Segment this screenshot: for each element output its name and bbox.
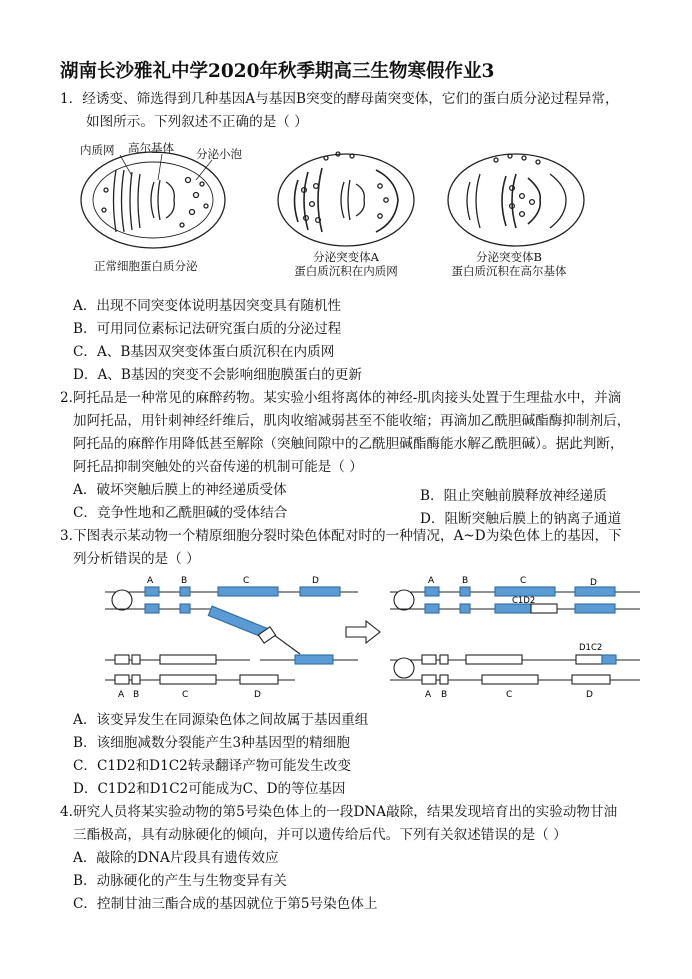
label-vesicle: 分泌小泡 bbox=[196, 147, 242, 161]
mutant-b-cell bbox=[448, 154, 584, 246]
r-gene-a-4 bbox=[422, 675, 436, 684]
r-gene-b-2 bbox=[460, 604, 470, 613]
q3-option-d: D．C1D2和D1C2可能成为C、D的等位基因 bbox=[73, 781, 346, 797]
r-label-gene-c-top: C bbox=[520, 576, 527, 586]
gene-d-box-3 bbox=[240, 675, 278, 684]
label-gene-c-bottom: C bbox=[182, 690, 189, 700]
q4-option-a: A．敲除的DNA片段具有遗传效应 bbox=[73, 850, 279, 866]
r-label-gene-d-bottom: D bbox=[586, 690, 593, 700]
gene-b-box-2 bbox=[180, 604, 190, 613]
page-title: 湖南长沙雅礼中学2020年秋季期高三生物寒假作业3 bbox=[60, 61, 495, 82]
caption-mutant-a-line1: 分泌突变体A bbox=[313, 250, 379, 264]
r-label-gene-a-top: A bbox=[428, 576, 435, 586]
caption-mutant-a bbox=[290, 251, 402, 279]
normal-cell bbox=[81, 152, 225, 248]
r-gene-a-3 bbox=[422, 655, 436, 664]
q2-option-a: A．破坏突触后膜上的神经递质受体 bbox=[73, 482, 287, 498]
caption-mutant-b bbox=[442, 251, 576, 279]
label-gene-b-top: B bbox=[181, 576, 188, 586]
gene-b-box-1 bbox=[180, 587, 190, 596]
q2-stem-line3: 阿托品的麻醉作用降低甚至解除（突触间隙中的乙酰胆碱酯酶能水解乙酰胆碱）。据此判断， bbox=[73, 436, 624, 452]
r-gene-c-3 bbox=[466, 655, 522, 664]
q1-stem-line2: 如图所示。下列叙述不正确的是（ ） bbox=[86, 114, 308, 130]
q2-stem-line2: 加阿托品，用针刺神经纤维后，肌肉收缩减弱甚至不能收缩；再滴加乙酰胆碱酯酶抑制剂后， bbox=[73, 413, 631, 429]
label-gene-a-bottom: A bbox=[118, 690, 125, 700]
label-gene-d-bottom: D bbox=[254, 690, 261, 700]
label-c1d2: C1D2 bbox=[512, 596, 536, 606]
caption-mutant-b-line1: 分泌突变体B bbox=[476, 250, 542, 264]
gene-d-box-2 bbox=[295, 655, 333, 664]
r-gene-d1c2-white bbox=[576, 655, 602, 664]
q3-figure bbox=[100, 572, 640, 707]
r-label-gene-b-bottom: B bbox=[441, 690, 448, 700]
q4-stem-line1: 4.研究人员将某实验动物的第5号染色体上的一段DNA敲除，结果发现培育出的实验动物甘油 bbox=[60, 804, 618, 820]
gene-a-box-2 bbox=[145, 604, 159, 613]
q3-option-a: A．该变异发生在同源染色体之间故属于基因重组 bbox=[73, 712, 369, 728]
q2-option-d: D．阻断突触后膜上的钠离子通道 bbox=[420, 511, 622, 527]
mutant-a-cell bbox=[278, 152, 414, 246]
gene-a-box-4 bbox=[115, 675, 129, 684]
label-gene-c-top: C bbox=[243, 576, 250, 586]
caption-normal: 正常细胞蛋白质分泌 bbox=[94, 259, 198, 273]
r-label-gene-a-bottom: A bbox=[425, 690, 432, 700]
q3-option-c: C．C1D2和D1C2转录翻译产物可能发生改变 bbox=[73, 758, 351, 774]
caption-mutant-b-line2: 蛋白质沉积在高尔基体 bbox=[451, 263, 567, 278]
r-gene-d-2 bbox=[575, 604, 615, 613]
r-gene-c-4 bbox=[482, 675, 538, 684]
arrow-icon bbox=[346, 621, 380, 643]
gene-c-box-4 bbox=[160, 655, 216, 664]
gene-b-box-3 bbox=[132, 655, 140, 664]
r-gene-d-4 bbox=[572, 675, 610, 684]
r-gene-c-1 bbox=[495, 587, 555, 596]
label-golgi: 高尔基体 bbox=[128, 141, 174, 155]
q4-option-b: B．动脉硬化的产生与生物变异有关 bbox=[73, 873, 287, 889]
label-gene-d-top: D bbox=[312, 576, 319, 586]
q1-option-c: C．A、B基因双突变体蛋白质沉积在内质网 bbox=[73, 344, 335, 360]
q1-option-d: D．A、B基因的突变不会影响细胞膜蛋白的更新 bbox=[73, 367, 362, 383]
gene-a-box-1 bbox=[145, 587, 159, 596]
gene-b-box-4 bbox=[132, 675, 140, 684]
q3-stem-line1: 3.下图表示某动物一个精原细胞分裂时染色体配对时的一种情况，A~D为染色体上的基因，下 bbox=[60, 528, 622, 544]
q4-stem-line2: 三酯极高，具有动脉硬化的倾向，并可以遗传给后代。下列有关叙述错误的是（ ） bbox=[73, 827, 567, 843]
q3-option-b: B．该细胞减数分裂能产生3种基因型的精细胞 bbox=[73, 735, 350, 751]
q3-stem-line2: 列分析错误的是（ ） bbox=[73, 551, 200, 567]
r-gene-b-1 bbox=[460, 587, 470, 596]
gene-a-box-3 bbox=[115, 655, 129, 664]
q2-stem-line4: 阿托品抑制突触处的兴奋传递的机制可能是（ ） bbox=[73, 459, 363, 475]
r-gene-b-3 bbox=[440, 655, 448, 664]
gene-c-box-5 bbox=[160, 675, 216, 684]
label-d1c2: D1C2 bbox=[579, 643, 603, 653]
r-label-gene-c-bottom: C bbox=[506, 690, 513, 700]
left-pairing bbox=[105, 587, 358, 684]
gene-c-box-2 bbox=[208, 606, 267, 638]
label-gene-a-top: A bbox=[147, 576, 154, 586]
r-gene-d-1 bbox=[575, 587, 615, 596]
q1-option-a: A．出现不同突变体说明基因突变具有随机性 bbox=[73, 298, 342, 314]
q1-figure bbox=[76, 140, 596, 285]
r-gene-a-1 bbox=[425, 587, 439, 596]
q1-stem-line1: 1．经诱变、筛选得到几种基因A与基因B突变的酵母菌突变体，它们的蛋白质分泌过程异常， bbox=[60, 91, 619, 107]
q2-option-b: B．阻止突触前膜释放神经递质 bbox=[420, 488, 607, 504]
r-gene-d1c2-blue bbox=[602, 655, 616, 664]
r-label-gene-b-top: B bbox=[462, 576, 469, 586]
r-gene-b-4 bbox=[440, 675, 448, 684]
r-gene-a-2 bbox=[425, 604, 439, 613]
gene-c-box-1 bbox=[218, 587, 278, 596]
q2-option-c: C．竞争性地和乙酰胆碱的受体结合 bbox=[73, 505, 288, 521]
label-er: 内质网 bbox=[80, 143, 115, 157]
label-gene-b-bottom: B bbox=[133, 690, 140, 700]
q4-option-c: C．控制甘油三酯合成的基因就位于第5号染色体上 bbox=[73, 896, 378, 912]
q2-stem-line1: 2.阿托品是一种常见的麻醉药物。某实验小组将离体的神经-肌肉接头处置于生理盐水中，并滴 bbox=[60, 390, 622, 406]
gene-d-box-1 bbox=[300, 587, 340, 596]
caption-mutant-a-line2: 蛋白质沉积在内质网 bbox=[294, 263, 398, 278]
q1-option-b: B．可用同位素标记法研究蛋白质的分泌过程 bbox=[73, 321, 342, 337]
q3-chromosome-diagram bbox=[100, 572, 640, 707]
r-label-gene-d-top: D bbox=[590, 578, 597, 588]
